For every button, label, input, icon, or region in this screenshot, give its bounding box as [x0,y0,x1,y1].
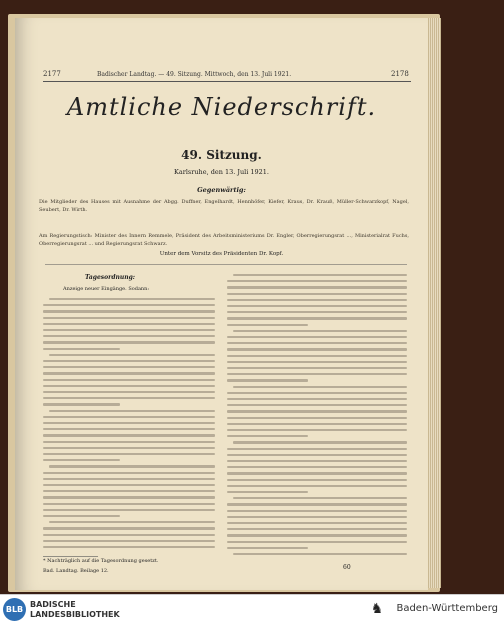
text-line [227,348,407,350]
text-line [43,527,215,529]
text-line [227,299,407,301]
text-line [43,329,215,331]
text-line [233,330,407,332]
text-line [227,293,407,295]
page-edges [427,18,441,588]
place-date: Karlsruhe, den 13. Juli 1921. [174,168,269,176]
text-line [227,541,407,543]
text-line [233,553,407,555]
text-line [43,447,215,449]
text-line [227,454,407,456]
footer-page-number: 60 [343,564,351,571]
text-line [227,342,407,344]
text-line [227,510,407,512]
footer-left: Bad. Landtag. Beilage 12. [43,568,109,574]
text-line [43,428,215,430]
text-line [227,317,407,319]
text-line [227,460,407,462]
text-line [43,509,215,511]
text-line [49,465,215,467]
text-line [227,379,308,381]
text-line [43,341,215,343]
text-line [227,466,407,468]
text-line [43,317,215,319]
bottom-bar [0,594,504,624]
text-line [43,546,215,548]
text-line [227,392,407,394]
text-line [227,305,407,307]
text-line [43,478,215,480]
state-name[interactable]: Baden-Württemberg [396,603,498,614]
library-name[interactable] [30,600,120,620]
text-line [43,453,215,455]
text-line [43,360,215,362]
text-line [227,286,407,288]
coat-of-arms-icon: ♞ [370,601,384,617]
text-line [43,335,215,337]
government-text: Am Regierungstisch: Minister des Innern Remmele, Präsident des Arbeitsministeriums Dr. Engler, Oberregierungsrat ..., Ministerialrat Fuchs, Oberregierungsrat ... und Regierungsrat Schwarz. [39,233,409,247]
text-line [49,410,215,412]
text-line [233,386,407,388]
text-line [227,472,407,474]
text-line [227,373,407,375]
page-number-right: 2178 [391,70,409,78]
text-line [227,311,407,313]
text-line [43,472,215,474]
text-line [227,423,407,425]
library-name-line2: LANDESBIBLIOTHEK [30,610,120,619]
text-line [227,503,407,505]
agenda-heading: Tagesordnung: [85,274,136,281]
text-line [43,304,215,306]
text-line [43,403,120,405]
text-line [43,391,215,393]
blb-logo-icon[interactable]: BLB [3,598,26,621]
text-line [233,441,407,443]
text-line [227,448,407,450]
text-line [227,491,308,493]
text-line [227,404,407,406]
text-line [43,441,215,443]
presidium: Unter dem Vorsitz des Präsidenten Dr. Kopf. [159,251,284,257]
text-line [49,298,215,300]
text-line [227,547,308,549]
text-line [43,416,215,418]
text-line [227,355,407,357]
text-line [43,484,215,486]
text-line [227,534,407,536]
section-rule [45,264,407,265]
text-line [227,528,407,530]
present-text: Die Mitglieder des Hauses mit Ausnahme der Abgg. Duffner, Engelhardt, Hennhöfer, Kiefer, Kraus, Dr. Krauß, Müller-Schwarzkopf, Nagel, Seubert, Dr. Wirth. [39,199,409,213]
text-line [227,280,407,282]
session-heading: 49. Sitzung. [181,148,262,162]
text-line [227,324,308,326]
text-line [43,372,215,374]
text-line [43,397,215,399]
text-line [227,485,407,487]
text-line [43,422,215,424]
text-line [233,274,407,276]
footnote-rule [43,556,98,557]
running-head: Badischer Landtag. — 49. Sitzung. Mittwoch, den 13. Juli 1921. [97,71,292,78]
text-line [43,310,215,312]
text-line [227,522,407,524]
page-title: Amtliche Niederschrift. [66,93,377,121]
text-line [43,385,215,387]
text-line [227,516,407,518]
library-name-line1: BADISCHE [30,600,76,609]
document-page [15,18,428,590]
text-line [43,366,215,368]
text-line [43,434,215,436]
text-line [227,398,407,400]
text-line [227,479,407,481]
text-line [227,429,407,431]
text-line [49,521,215,523]
text-line [227,435,308,437]
header-rule [43,81,411,82]
text-line [43,503,215,505]
present-heading: Gegenwärtig: [197,186,246,194]
text-line [43,515,120,517]
text-line [43,379,215,381]
text-line [233,497,407,499]
text-line [43,496,215,498]
text-line [43,534,215,536]
text-line [227,367,407,369]
text-line [227,417,407,419]
text-line [227,336,407,338]
text-line [43,490,215,492]
text-line [43,459,120,461]
text-line [227,410,407,412]
page-number-left: 2177 [43,70,61,78]
text-line [43,323,215,325]
text-line [43,540,215,542]
text-line [43,348,120,350]
footnote: * Nachträglich auf die Tagesordnung gesetzt. [43,558,159,564]
agenda-sub: Anzeige neuer Eingänge. Sodann: [63,286,150,292]
text-line [49,354,215,356]
text-line [227,361,407,363]
